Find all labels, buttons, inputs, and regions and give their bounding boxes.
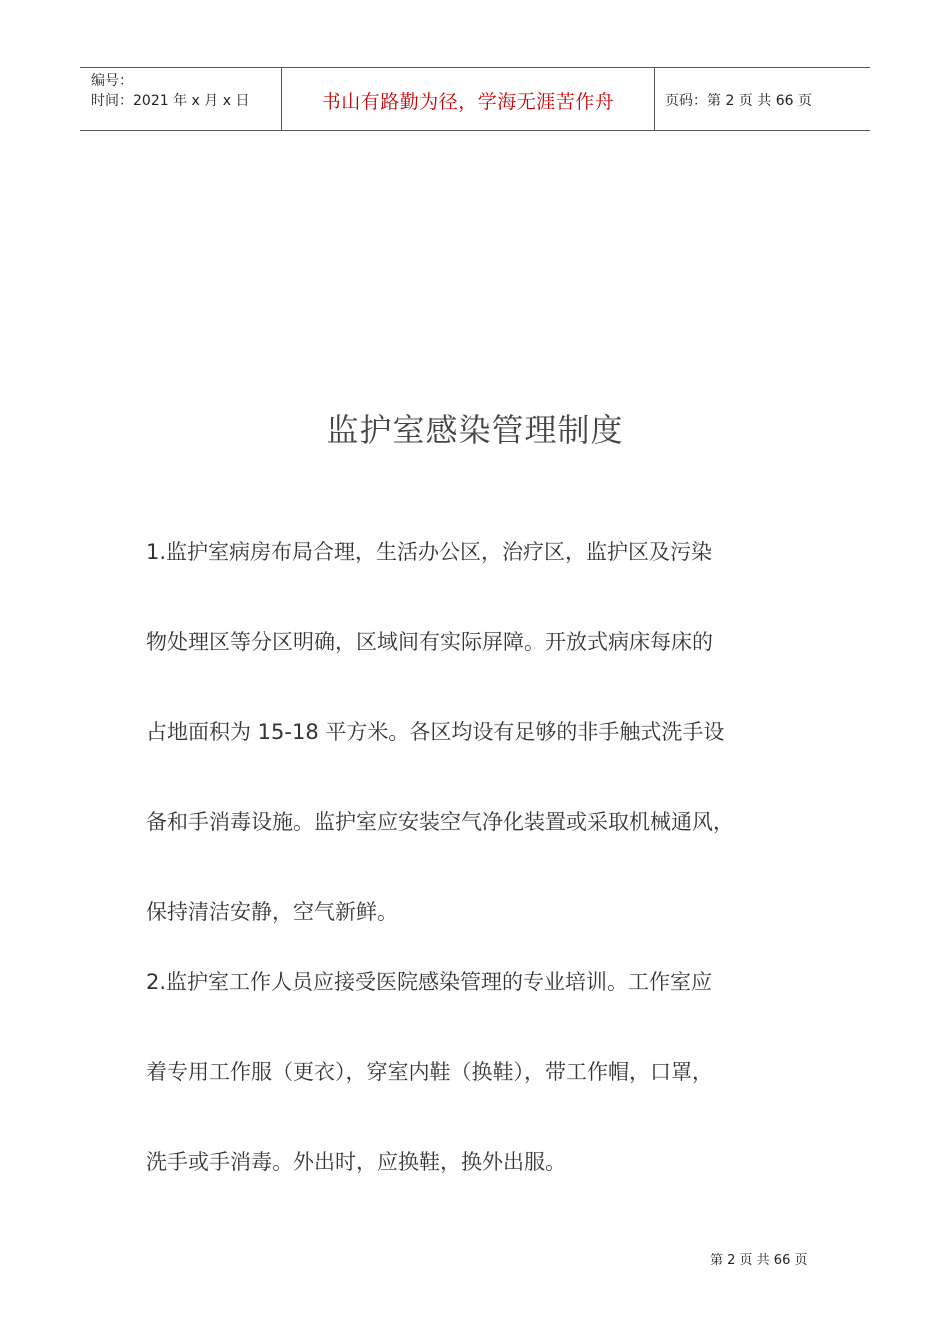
body-line: 备和手消毒设施。监护室应安装空气净化装置或采取机械通风， <box>146 810 734 834</box>
footer-page-info: 第 2 页 共 66 页 <box>710 1253 808 1268</box>
body-line: 洗手或手消毒。外出时，应换鞋，换外出服。 <box>146 1150 566 1174</box>
date-line: 时间：2021 年 x 月 x 日 <box>91 93 250 109</box>
header-right-cell <box>655 68 870 130</box>
serial-label: 编号： <box>91 73 133 89</box>
body-line: 着专用工作服（更衣），穿室内鞋（换鞋），带工作帽，口罩， <box>146 1060 713 1084</box>
page-header <box>80 67 870 131</box>
body-line: 物处理区等分区明确，区域间有实际屏障。开放式病床每床的 <box>146 630 713 654</box>
header-page-info: 页码：第 2 页 共 66 页 <box>665 93 812 109</box>
header-left-cell <box>80 68 282 130</box>
header-middle-cell <box>282 68 655 130</box>
body-line: 1.监护室病房布局合理，生活办公区，治疗区，监护区及污染 <box>146 540 713 564</box>
body-line: 占地面积为 15-18 平方米。各区均设有足够的非手触式洗手设 <box>146 720 725 744</box>
header-motto: 书山有路勤为径，学海无涯苦作舟 <box>321 91 615 113</box>
body-line: 保持清洁安静，空气新鲜。 <box>146 900 398 924</box>
body-line: 2.监护室工作人员应接受医院感染管理的专业培训。工作室应 <box>146 970 713 994</box>
document-title: 监护室感染管理制度 <box>326 411 624 449</box>
